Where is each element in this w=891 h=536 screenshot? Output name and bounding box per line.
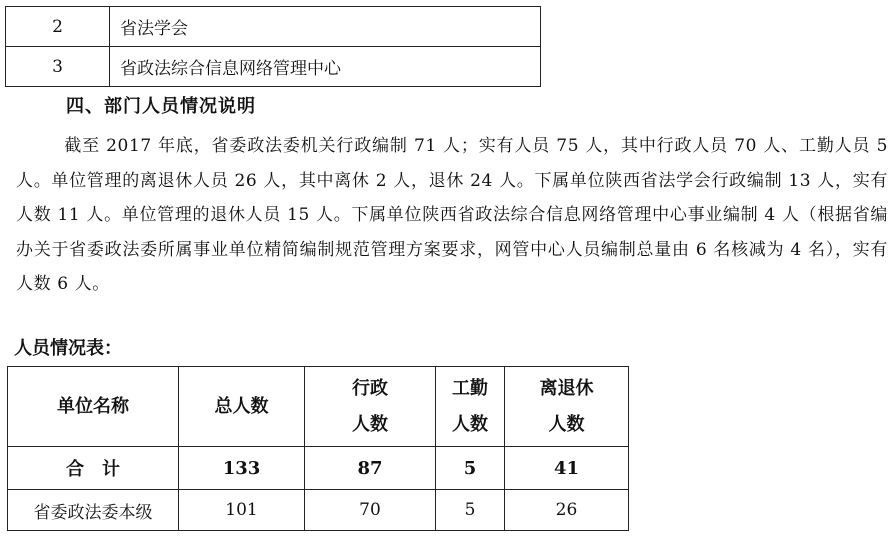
row-number: 3 [6,47,110,87]
header-admin [305,367,436,447]
total-admin: 87 [305,447,436,490]
table-row [6,7,541,47]
header-worker-line1: 工勤 [452,377,488,399]
header-retired-line2: 人数 [548,413,585,435]
row-retired: 26 [505,490,629,531]
section-heading: 四、部门人员情况说明 [66,96,256,117]
row-admin: 70 [305,490,436,531]
header-row [8,367,629,447]
row-worker: 5 [436,490,505,531]
unit-list-table [5,6,541,87]
total-worker: 5 [436,447,505,490]
total-row [8,447,629,490]
row-total: 101 [179,490,305,531]
staff-description-paragraph [16,129,888,302]
row-unit: 省委政法委本级 [8,490,179,531]
total-count: 133 [179,447,305,490]
paragraph-text: 截至 2017 年底，省委政法委机关行政编制 71 人；实有人员 75 人，其中行政人员 70 人、工勤人员 5 人。单位管理的离退休人员 26 人，其中离休 2 人，退休 24 人。下属单位陕西省法学会行政编制 13 人，实有人数 11 人。单位管理的退休人员 15 人。下属单位陕西省政法综合信息网络管理中心事业编制 4 人（根据省编办关于省委政法委所属事业单位精简编制规范管理方案要求，网管中心人员编制总量由 6 名核减为 4 名），实有人数 6 人。 [16,136,888,294]
row-number: 2 [6,7,110,47]
header-admin-line1: 行政 [352,377,388,399]
total-retired: 41 [505,447,629,490]
header-unit: 单位名称 [8,367,179,447]
header-total: 总人数 [179,367,305,447]
total-unit: 合 计 [8,447,179,490]
header-admin-line2: 人数 [352,413,388,435]
header-worker [436,367,505,447]
table-title: 人员情况表： [14,338,122,359]
table-row [6,47,541,87]
header-retired [505,367,629,447]
header-worker-line2: 人数 [452,413,488,435]
unit-name: 省法学会 [110,7,541,47]
staff-stats-table [7,366,629,531]
unit-name: 省政法综合信息网络管理中心 [110,47,541,87]
table-row [8,490,629,531]
header-retired-line1: 离退休 [539,377,594,399]
